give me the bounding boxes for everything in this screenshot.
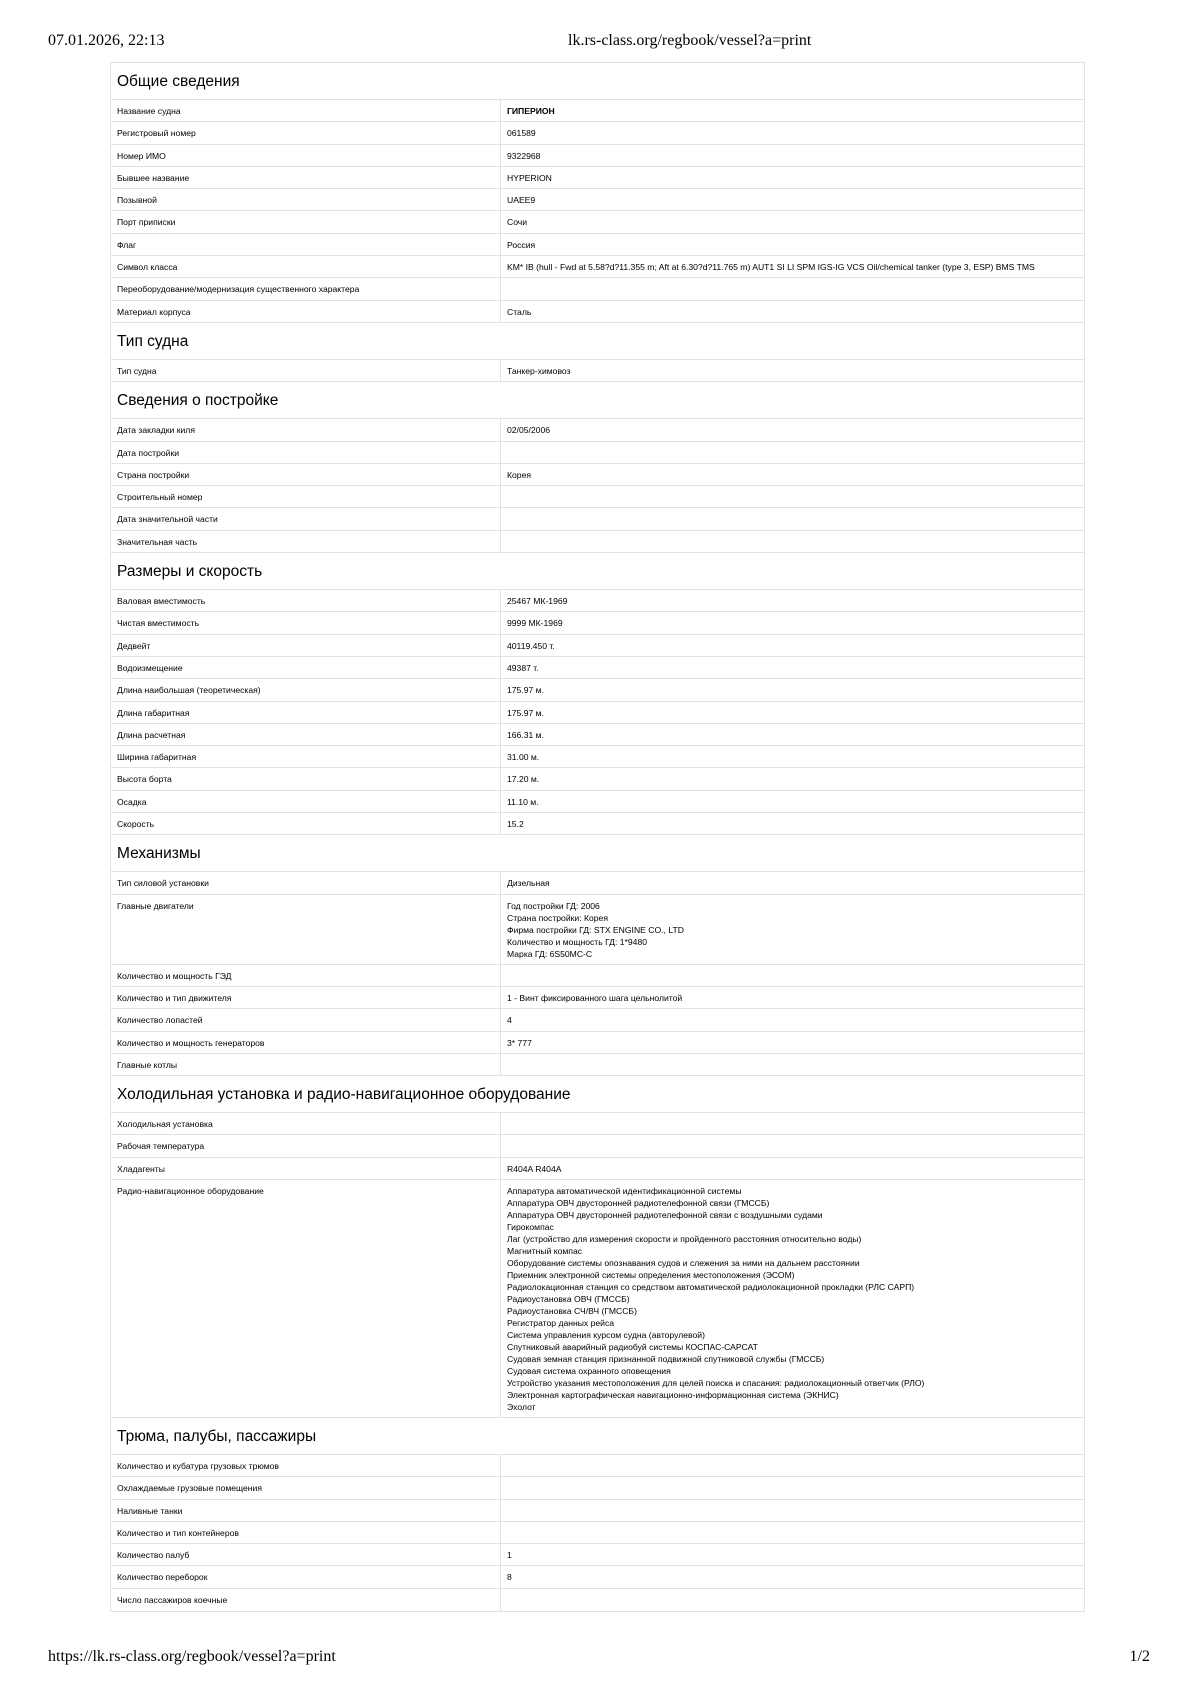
field-value: Танкер-химовоз [507,365,571,376]
field-label: Количество и кубатура грузовых трюмов [111,1455,501,1476]
field-value-line: Радиоустановка СЧ/ВЧ (ГМССБ) [507,1305,637,1316]
table-row [111,1032,1084,1054]
field-label: Значительная часть [111,531,501,552]
section-title: Механизмы [111,835,1084,872]
table-row [111,895,1084,965]
field-value-line: Эхолот [507,1401,536,1412]
table-row [111,965,1084,987]
table-row [111,1180,1084,1418]
table-row [111,657,1084,679]
field-value: KM* IB (hull - Fwd at 5.58?d?11.355 m; Aft at 6.30?d?11.765 m) AUT1 SI LI SPM IGS-IG VCS Oil/chemical tanker (type 3, ESP) BMS TMS [507,262,1035,273]
table-row [111,702,1084,724]
table-row [111,1158,1084,1180]
field-label: Хладагенты [111,1158,501,1179]
field-value [501,1455,1084,1476]
field-value: Дизельная [507,878,550,889]
print-page-url: lk.rs-class.org/regbook/vessel?a=print [568,32,812,49]
field-value-line: Фирма постройки ГД: STX ENGINE CO., LTD [507,924,684,935]
table-row [111,590,1084,612]
field-value-line: Приемник электронной системы определения местоположения (ЭСОМ) [507,1269,795,1280]
table-row [111,1566,1084,1588]
field-value [501,1477,1084,1498]
field-label: Наливные танки [111,1500,501,1521]
field-label: Число пассажиров коечные [111,1589,501,1611]
field-value: 25467 МК-1969 [507,596,568,607]
table-row [111,768,1084,790]
field-value [501,508,1084,529]
field-value [501,442,1084,463]
field-value-line: Гирокомпас [507,1221,554,1232]
field-value [501,1135,1084,1156]
print-datetime: 07.01.2026, 22:13 [48,32,165,49]
field-label: Символ класса [111,256,501,277]
field-label: Валовая вместимость [111,590,501,611]
print-header [48,32,1150,52]
field-value-line: Радиоустановка ОВЧ (ГМССБ) [507,1293,630,1304]
section-title: Общие сведения [111,63,1084,100]
section-title: Сведения о постройке [111,382,1084,419]
field-label: Длина габаритная [111,702,501,723]
table-row [111,1589,1084,1611]
table-row [111,531,1084,553]
table-row [111,122,1084,144]
field-label: Главные двигатели [111,895,501,964]
table-row [111,724,1084,746]
table-row [111,360,1084,382]
field-value [501,1500,1084,1521]
field-value-line: Количество и мощность ГД: 1*9480 [507,936,648,947]
field-value: 11.10 м. [507,796,539,807]
field-label: Холодильная установка [111,1113,501,1134]
field-value [501,1589,1084,1611]
table-row [111,145,1084,167]
field-value: 49387 т. [507,662,539,673]
table-row [111,464,1084,486]
field-value-line: Марка ГД: 6S50MC-C [507,948,593,959]
field-label: Дата постройки [111,442,501,463]
table-row [111,301,1084,323]
field-value: 9322968 [507,150,541,161]
field-label: Дедвейт [111,635,501,656]
field-label: Дата закладки киля [111,419,501,440]
field-label: Количество и мощность генераторов [111,1032,501,1053]
field-label: Скорость [111,813,501,834]
table-row [111,1135,1084,1157]
field-label: Количество и мощность ГЭД [111,965,501,986]
field-value [501,965,1084,986]
field-value: 40119.450 т. [507,640,555,651]
field-label: Переоборудование/модернизация существенного характера [111,278,501,299]
field-value-line: Год постройки ГД: 2006 [507,900,600,911]
field-value-line: Регистратор данных рейса [507,1317,615,1328]
table-row [111,486,1084,508]
field-value: ГИПЕРИОН [507,106,555,116]
field-value: 061589 [507,128,536,139]
table-row [111,442,1084,464]
field-value: Сочи [507,217,528,228]
field-label: Водоизмещение [111,657,501,678]
field-value: 4 [507,1015,512,1026]
field-value [501,1113,1084,1134]
field-label: Главные котлы [111,1054,501,1075]
field-label: Страна постройки [111,464,501,485]
page-number: 1/2 [1129,1648,1150,1665]
table-row [111,679,1084,701]
field-label: Регистровый номер [111,122,501,143]
field-value-line: Радиолокационная станция со средством автоматической радиолокационной прокладки (РЛС САРП) [507,1281,915,1292]
field-value [501,531,1084,552]
field-value: HYPERION [507,172,552,183]
field-value-line: Судовая система охранного оповещения [507,1365,671,1376]
field-label: Бывшее название [111,167,501,188]
field-value: 175.97 м. [507,707,544,718]
table-row [111,1544,1084,1566]
field-value-line: Электронная картографическая навигационно-информационная система (ЭКНИС) [507,1389,839,1400]
table-row [111,1455,1084,1477]
field-value-line: Магнитный компас [507,1245,583,1256]
field-label: Номер ИМО [111,145,501,166]
field-value: 175.97 м. [507,685,544,696]
table-row [111,167,1084,189]
field-value [501,278,1084,299]
table-row [111,256,1084,278]
table-row [111,1113,1084,1135]
field-value: 8 [507,1572,512,1583]
field-value: 17.20 м. [507,774,540,785]
field-value [501,1522,1084,1543]
table-row [111,987,1084,1009]
field-label: Рабочая температура [111,1135,501,1156]
section-title: Тип судна [111,323,1084,360]
field-value [501,895,1084,964]
field-value: R404A R404A [507,1163,562,1174]
table-row [111,278,1084,300]
field-label: Количество переборок [111,1566,501,1587]
field-label: Порт приписки [111,211,501,232]
field-value-line: Спутниковый аварийный радиобуй системы КОСПАС-САРСАТ [507,1341,758,1352]
table-row [111,100,1084,122]
table-row [111,746,1084,768]
field-value: Корея [507,469,531,480]
field-label: Название судна [111,100,501,121]
table-row [111,189,1084,211]
field-value-line: Аппаратура ОВЧ двусторонней радиотелефонной связи (ГМССБ) [507,1197,770,1208]
field-value: 02/05/2006 [507,425,551,436]
field-value: 166.31 м. [507,729,544,740]
section-title: Размеры и скорость [111,553,1084,590]
field-value: 15.2 [507,819,524,830]
table-row [111,1500,1084,1522]
field-label: Ширина габаритная [111,746,501,767]
field-value [501,1180,1084,1417]
field-value: Россия [507,239,536,250]
section-title: Трюма, палубы, пассажиры [111,1418,1084,1455]
field-label: Высота борта [111,768,501,789]
field-value-line: Страна постройки: Корея [507,912,608,923]
field-value: 9999 МК-1969 [507,618,563,629]
table-row [111,1477,1084,1499]
footer-url: https://lk.rs-class.org/regbook/vessel?a=print [48,1648,336,1665]
field-value-line: Аппаратура ОВЧ двусторонней радиотелефонной связи с воздушными судами [507,1209,823,1220]
field-label: Материал корпуса [111,301,501,322]
field-label: Тип судна [111,360,501,381]
field-value [501,1054,1084,1075]
field-label: Количество и тип контейнеров [111,1522,501,1543]
table-row [111,813,1084,835]
field-label: Строительный номер [111,486,501,507]
field-value-line: Лаг (устройство для измерения скорости и пройденного расстояния относительно воды) [507,1233,862,1244]
field-label: Охлаждаемые грузовые помещения [111,1477,501,1498]
table-row [111,211,1084,233]
field-label: Тип силовой установки [111,872,501,893]
field-label: Длина наибольшая (теоретическая) [111,679,501,700]
field-value [501,486,1084,507]
field-label: Радио-навигационное оборудование [111,1180,501,1417]
field-value-line: Аппаратура автоматической идентификационной системы [507,1185,742,1196]
field-label: Количество палуб [111,1544,501,1565]
table-row [111,872,1084,894]
field-value-line: Система управления курсом судна (авторулевой) [507,1329,705,1340]
field-value-line: Судовая земная станция признанной подвижной спутниковой службы (ГМССБ) [507,1353,825,1364]
field-label: Дата значительной части [111,508,501,529]
field-value: 1 [507,1550,512,1561]
field-label: Осадка [111,791,501,812]
table-row [111,635,1084,657]
field-value: UAEE9 [507,195,536,206]
field-value-line: Устройство указания местоположения для целей поиска и спасания: радиолокационный ответчик (РЛО) [507,1377,925,1388]
table-row [111,419,1084,441]
table-row [111,508,1084,530]
field-value: 31.00 м. [507,752,540,763]
section-title: Холодильная установка и радио-навигационное оборудование [111,1076,1084,1113]
table-row [111,1522,1084,1544]
field-label: Позывной [111,189,501,210]
field-label: Количество лопастей [111,1009,501,1030]
field-value: 1 - Винт фиксированного шага цельнолитой [507,992,683,1003]
field-value: 3* 777 [507,1037,532,1048]
field-label: Флаг [111,234,501,255]
field-label: Длина расчетная [111,724,501,745]
table-row [111,612,1084,634]
table-row [111,1009,1084,1031]
field-label: Количество и тип движителя [111,987,501,1008]
vessel-register-card [110,62,1085,1612]
field-value-line: Оборудование системы опознавания судов и слежения за ними на дальнем расстоянии [507,1257,860,1268]
field-value: Сталь [507,306,532,317]
table-row [111,234,1084,256]
table-row [111,791,1084,813]
print-footer [48,1648,1150,1668]
field-label: Чистая вместимость [111,612,501,633]
table-row [111,1054,1084,1076]
